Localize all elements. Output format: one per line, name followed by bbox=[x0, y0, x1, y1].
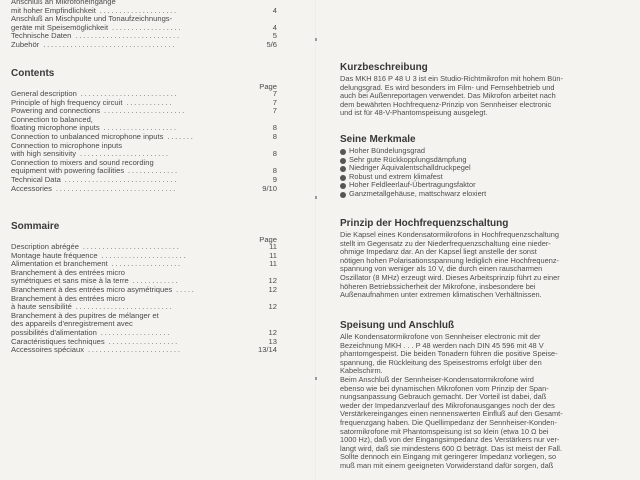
toc-entry-page: 5 bbox=[272, 31, 277, 41]
toc-entry-text: Accessoires spéciaux bbox=[11, 345, 85, 355]
toc-entry-page: 12 bbox=[268, 302, 277, 312]
page-gutter bbox=[315, 0, 316, 480]
gutter-tick bbox=[315, 196, 317, 199]
sommaire-title: Sommaire bbox=[11, 221, 60, 232]
toc-leader-dots: .................. bbox=[108, 22, 183, 32]
paragraph-line: Verstärkereinganges einen nennenswerten Einfluß auf den Gesamt- bbox=[340, 409, 563, 419]
feature-bullet-item: Robust und extrem klimafest bbox=[340, 173, 486, 182]
paragraph-line: ebenso wie bei dynamischen Mikrofonen vom Prinzip der Span- bbox=[340, 383, 549, 393]
toc-leader-dots: .................. bbox=[104, 336, 180, 346]
gutter-tick bbox=[315, 377, 317, 380]
toc-entry-text: Powering and connections bbox=[11, 106, 101, 116]
toc-entry-text: Connection to microphone inputs bbox=[11, 140, 123, 150]
toc-entry-text: Connection to mixers and sound recording bbox=[11, 157, 154, 167]
toc-entry-page: 12 bbox=[268, 285, 277, 294]
toc-leader-dots: ............. bbox=[124, 166, 179, 176]
toc-entry-page: 8 bbox=[272, 132, 277, 141]
toc-leader-dots: .................. bbox=[96, 328, 172, 337]
paragraph-line: 1000 Hz), daß von der Eingangsimpedanz des Verstärkers nur ver- bbox=[340, 435, 560, 445]
paragraph-line: muß man mit einem geeigneten Vorwiderstand dafür sorgen, daß bbox=[340, 460, 554, 470]
merkmale-list bbox=[340, 147, 486, 199]
merkmale-heading: Seine Merkmale bbox=[340, 134, 416, 145]
paragraph-line: phantomgespeist. Die beiden Tonadern führen die positive Speise- bbox=[340, 349, 558, 359]
paragraph-line: weder der Impedanzverlauf des Mikrofonausganges noch der des bbox=[340, 400, 555, 410]
toc-entry-text: Connection to unbalanced microphone inputs bbox=[11, 132, 164, 141]
toc-leader-dots: ............................... bbox=[51, 183, 178, 193]
toc-leader-dots: ........................ bbox=[84, 345, 182, 355]
toc-entry-page: 7 bbox=[272, 106, 277, 116]
toc-entry-text: Montage haute fréquence bbox=[11, 250, 98, 260]
paragraph-line: delungsgrad. Es wird besonders im Film- und Fernsehbetrieb und bbox=[340, 82, 555, 92]
paragraph-line: dem bewährten Hochfrequenz-Prinzip von Sennheiser electronic bbox=[340, 99, 552, 109]
feature-bullet-item: Ganzmetallgehäuse, mattschwarz eloxiert bbox=[340, 190, 486, 199]
toc-leader-dots: ......................... bbox=[76, 89, 179, 98]
paragraph-line: nungsanpassung Gebrauch gemacht. Der Vorteil ist dabei, daß bbox=[340, 392, 547, 402]
left-page bbox=[0, 0, 290, 480]
paragraph-line: langt wird, daß sie mindestens 600 Ω beträgt. Das ist meist der Fall. bbox=[340, 443, 563, 453]
toc-entry-page: 12 bbox=[268, 276, 277, 286]
toc-entry-page: 8 bbox=[272, 166, 277, 176]
prinzip-heading: Prinzip der Hochfrequenzschaltung bbox=[340, 218, 509, 229]
toc-leader-dots: ............ bbox=[122, 97, 174, 107]
toc-leader-dots: ....................... bbox=[76, 149, 170, 159]
paragraph-line: frequenzgang haben. Die Quellimpedanz der Sennheiser-Konden- bbox=[340, 417, 557, 427]
paragraph-line: spannung, die Rückleitung des Speisestroms erfolgt über den bbox=[340, 357, 542, 367]
right-page bbox=[322, 0, 640, 480]
toc-leader-dots: ...................... bbox=[97, 250, 188, 260]
prinzip-paragraph bbox=[340, 231, 632, 300]
toc-leader-dots: ..... bbox=[172, 285, 196, 294]
paragraph-line: Außenaufnahmen unter extremen klimatischen Verhältnissen. bbox=[340, 290, 542, 300]
toc-leader-dots: ............ bbox=[128, 276, 180, 286]
toc-entry bbox=[11, 41, 277, 50]
toc-entry-text: Branchement à des pupitres de mélanger et bbox=[11, 310, 159, 320]
toc-entry-text: possibilités d'alimentation bbox=[11, 328, 97, 337]
toc-entry-text: Connection to balanced, bbox=[11, 114, 93, 124]
feature-bullet-item: Hoher Feldleerlauf-Übertragungsfaktor bbox=[340, 181, 486, 190]
toc-entry-page: 4 bbox=[272, 5, 277, 15]
paragraph-line: nötigen hohen Polarisationsspannung lediglich eine Hochfrequenz- bbox=[340, 255, 559, 265]
toc-entry-text: with high sensitivity bbox=[11, 149, 76, 159]
toc-entry-text: Accessories bbox=[11, 183, 52, 193]
toc-leader-dots: ......................... bbox=[78, 242, 181, 251]
toc-entry-page: 11 bbox=[269, 242, 277, 251]
paragraph-line: Kabelschirm. bbox=[340, 366, 383, 376]
toc-entry-page: 11 bbox=[269, 250, 277, 260]
contents-title: Contents bbox=[11, 68, 55, 79]
paragraph-line: und ist für 48-V-Phantomspeisung ausgelegt. bbox=[340, 108, 488, 118]
paragraph-line: Das MKH 816 P 48 U 3 ist ein Studio-Richtmikrofon mit hohem Bün- bbox=[340, 74, 563, 83]
toc-entry-text: Zubehör bbox=[11, 40, 40, 49]
gutter-tick bbox=[315, 38, 317, 41]
toc-entry-text: Description abrégée bbox=[11, 242, 79, 251]
toc-leader-dots: ....... bbox=[163, 132, 195, 141]
paragraph-line: höheren Betriebssicherheit der Mikrofone, insbesondere bei bbox=[340, 281, 536, 291]
toc-entry-text: Branchement à des entrées micro bbox=[11, 293, 125, 303]
toc-leader-dots: .................................. bbox=[39, 40, 177, 49]
kurz-heading: Kurzbeschreibung bbox=[340, 62, 428, 73]
feature-bullet-item: Hoher Bündelungsgrad bbox=[340, 147, 486, 156]
toc-entry-page: 8 bbox=[272, 149, 277, 159]
toc-entry-text: Technische Daten bbox=[11, 31, 72, 41]
toc-entry-text: Anschluß an Mischpulte und Tonaufzeichnungs- bbox=[11, 14, 173, 24]
toc-entry-page: 9 bbox=[272, 175, 277, 184]
kurz-paragraph bbox=[340, 75, 632, 118]
toc-entry-text: mit hoher Empfindlichkeit bbox=[11, 5, 96, 15]
speisung-heading: Speisung und Anschluß bbox=[340, 320, 455, 331]
toc-entry-page: 12 bbox=[268, 328, 277, 337]
toc-leader-dots: ................... bbox=[99, 123, 178, 133]
paragraph-line: Sollte dennoch ein Eingang mit geringerer Impedanz vorliegen, so bbox=[340, 452, 557, 462]
paragraph-line: Die Kapsel eines Kondensatormikrofons in Hochfrequenzschaltung bbox=[340, 230, 559, 239]
toc-entry-text: floating microphone inputs bbox=[11, 123, 100, 133]
toc-entry-page: 13/14 bbox=[257, 345, 277, 355]
toc-entry-text: à haute sensibilité bbox=[11, 302, 72, 312]
toc-entry-text: equipment with powering facilities bbox=[11, 166, 125, 176]
contents-page-label: Page bbox=[259, 82, 277, 91]
toc-entry-text: geräte mit Speisemöglichkeit bbox=[11, 22, 109, 32]
paragraph-line: satormikrofone mit Phantomspeisung ist so klein (etwa 10 Ω bei bbox=[340, 426, 549, 436]
toc-entry-page: 5/6 bbox=[266, 40, 277, 49]
toc-entry-text: symétriques et sans mise à la terre bbox=[11, 276, 129, 286]
toc-leader-dots: ..................... bbox=[100, 106, 187, 116]
toc-entry-text: des appareils d'enregistrement avec bbox=[11, 319, 133, 329]
toc-entry-text: General description bbox=[11, 89, 77, 98]
feature-bullet-item: Sehr gute Rückkopplungsdämpfung bbox=[340, 156, 486, 165]
toc-entry-text: Anschluß an Mikrofoneingänge bbox=[11, 0, 116, 6]
sommaire-page-label: Page bbox=[259, 235, 277, 244]
paragraph-line: auch bei Außenreportagen verwendet. Das Mikrofon arbeitet nach bbox=[340, 91, 556, 101]
toc-entry-page: 11 bbox=[269, 259, 277, 269]
toc-entry-text: Caractéristiques techniques bbox=[11, 336, 105, 346]
toc-entry-page: 7 bbox=[272, 97, 277, 107]
toc-leader-dots: .................... bbox=[95, 5, 178, 15]
speisung-paragraph bbox=[340, 333, 632, 471]
toc-entry-page: 7 bbox=[272, 89, 277, 98]
paragraph-line: Beim Anschluß der Sennheiser-Kondensatormikrofone wird bbox=[340, 374, 534, 384]
toc-entry-page: 13 bbox=[268, 336, 277, 346]
toc-entry-text: Alimentation et branchement bbox=[11, 259, 108, 269]
toc-leader-dots: ........................... bbox=[71, 31, 181, 41]
paragraph-line: spannung von weniger als 10 V, die durch einen rauscharmen bbox=[340, 264, 543, 274]
toc-entry-page: 9/10 bbox=[262, 183, 277, 193]
toc-entry-page: 4 bbox=[272, 22, 277, 32]
toc-entry-text: Technical Data bbox=[11, 175, 61, 184]
paragraph-line: Oszillator (8 MHz) erzeugt wird. Dieses Arbeitsprinzip führt zu einer bbox=[340, 272, 560, 282]
toc-leader-dots: .................. bbox=[107, 259, 182, 269]
toc-entry-page: 8 bbox=[272, 123, 277, 133]
paragraph-line: Bezeichnung MKH . . . P 48 werden nach DIN 45 596 mit 48 V bbox=[340, 340, 544, 350]
toc-entry-text: Branchement à des entrées micro asymétriques bbox=[11, 285, 173, 294]
paragraph-line: Alle Kondensatormikrofone von Sennheiser electronic mit der bbox=[340, 332, 541, 341]
feature-bullet-item: Niedriger Äquivalentschalldruckpegel bbox=[340, 164, 486, 173]
toc-leader-dots: ......................... bbox=[71, 302, 174, 312]
toc-entry bbox=[11, 185, 277, 194]
paragraph-line: stellt im Gegensatz zu der Niederfrequenzschaltung eine nieder- bbox=[340, 238, 551, 248]
toc-entry-text: Principle of high frequency circuit bbox=[11, 97, 123, 107]
paragraph-line: ohmige Impedanz dar. An der Kapsel liegt anstelle der sonst bbox=[340, 247, 537, 257]
toc-leader-dots: ............................. bbox=[60, 175, 179, 184]
toc-entry-text: Branchement à des entrées micro bbox=[11, 267, 125, 277]
toc-entry bbox=[11, 346, 277, 355]
